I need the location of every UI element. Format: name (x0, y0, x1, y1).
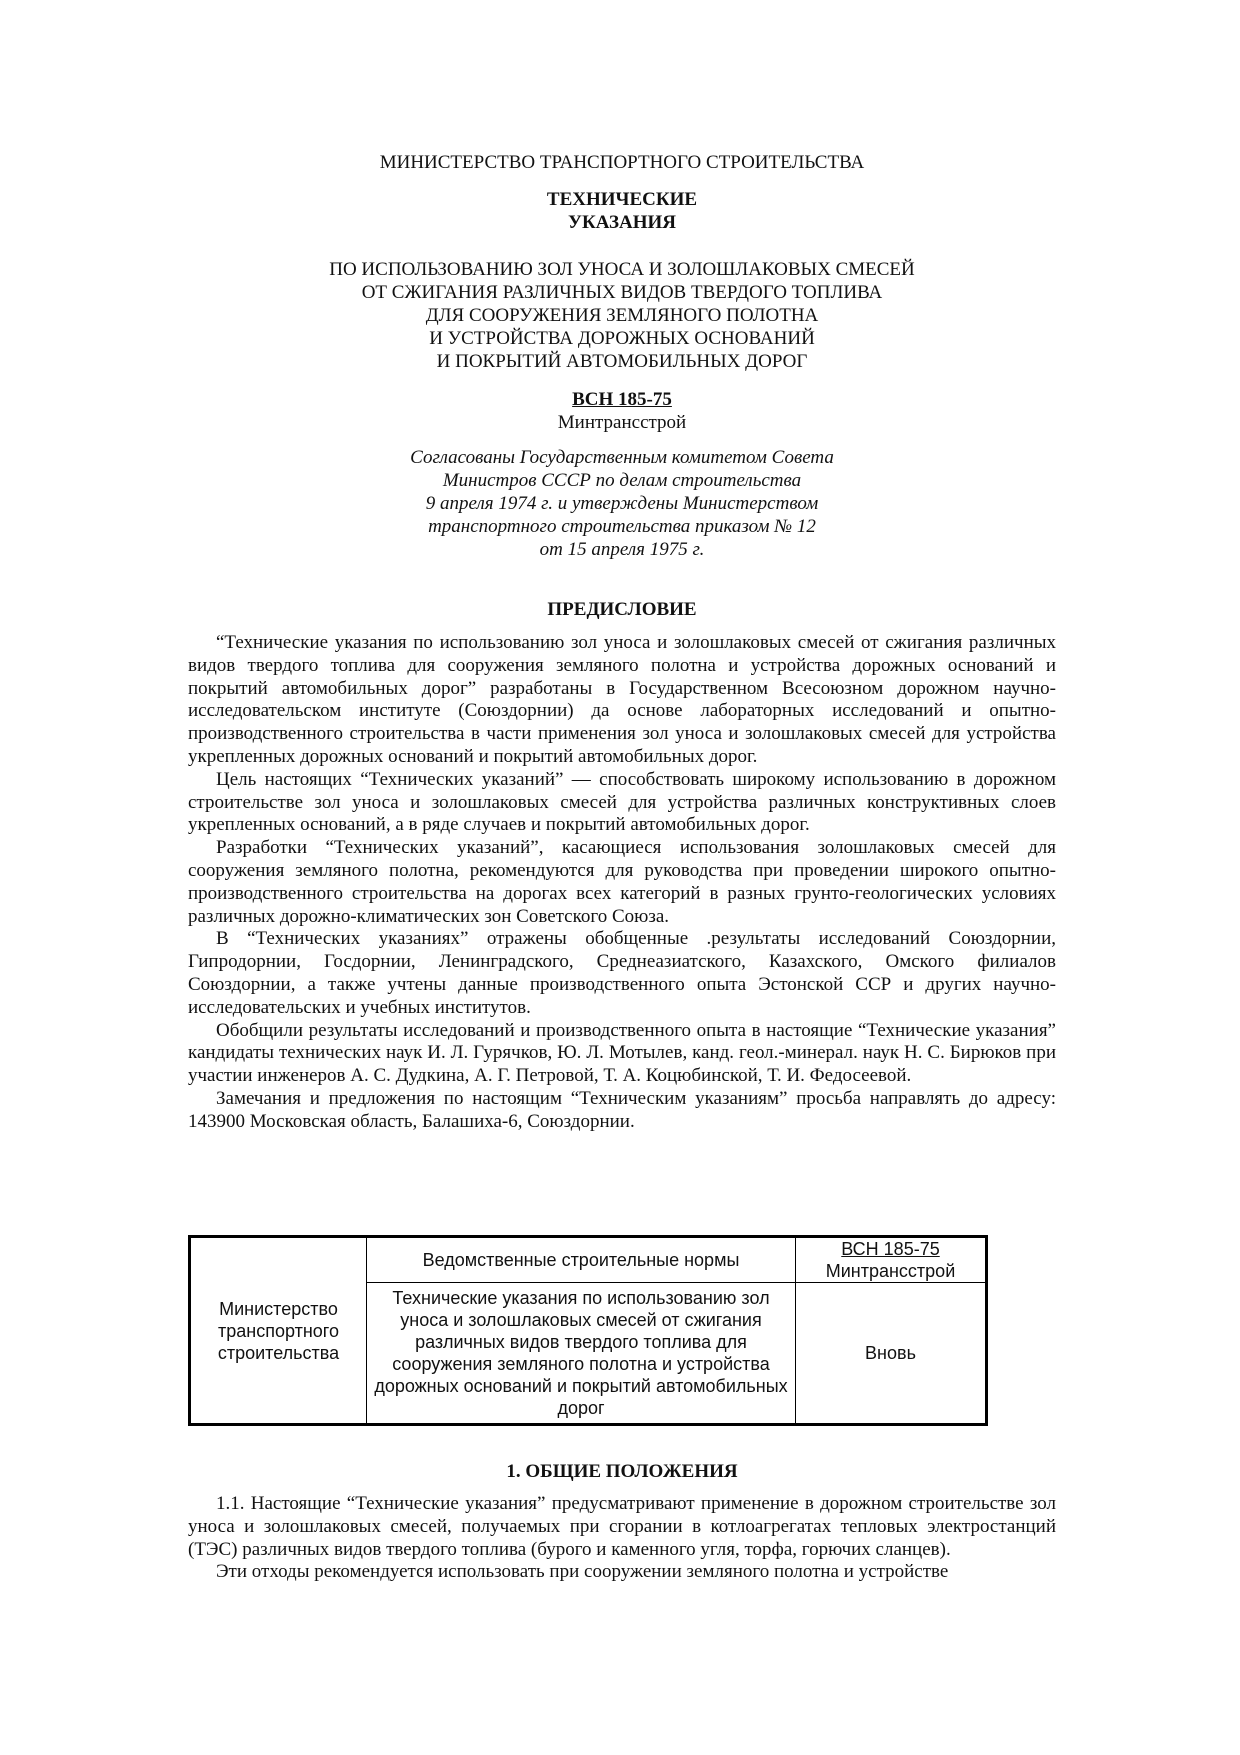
document-title (188, 188, 1056, 234)
paragraph: 1.1. Настоящие “Технические указания” предусматривают применение в дорожном строительстве зол уноса и золошлаковых смесей, получаемых при сгорании в котлоагрегатах тепловых электростанций (ТЭС) различных видов твердого топлива (бурого и каменного угля, торфа, горючих сланцев). (188, 1493, 1056, 1560)
status-cell: Вновь (796, 1283, 987, 1425)
title-line: УКАЗАНИЯ (568, 212, 676, 233)
subtitle-line: И УСТРОЙСТВА ДОРОЖНЫХ ОСНОВАНИЙ (429, 328, 815, 349)
title-line: ТЕХНИЧЕСКИЕ (546, 189, 698, 210)
title-stamp-table (188, 1235, 988, 1426)
subtitle-line: ОТ СЖИГАНИЯ РАЗЛИЧНЫХ ВИДОВ ТВЕРДОГО ТОПЛИВА (361, 282, 883, 303)
paragraph: Разработки “Технических указаний”, касающиеся использования золошлаковых смесей для сооружения земляного полотна, рекомендуются для руководства при проведении широкого опытно-производственного строительства на дорогах всех категорий в разных грунто-геологических условиях различных дорожно-климатических зон Советского Союза. (188, 837, 1056, 927)
approval-line: Согласованы Государственным комитетом Совета (410, 447, 834, 468)
approval-line: 9 апреля 1974 г. и утверждены Министерством (425, 493, 819, 514)
approval-line: от 15 апреля 1975 г. (539, 539, 705, 560)
ministry-header: МИНИСТЕРСТВО ТРАНСПОРТНОГО СТРОИТЕЛЬСТВА (379, 152, 865, 173)
organization-line: транспортного (218, 1320, 339, 1341)
stamp-code: ВСН 185-75 (841, 1239, 940, 1259)
paragraph: Цель настоящих “Технических указаний” — способствовать широкому использованию в дорожном строительстве зол уноса и золошлаковых смесей для устройства различных конструктивных слоев укрепленных оснований, а в ряде случаев и покрытий автомобильных дорог. (188, 768, 1056, 836)
norms-type-cell: Ведомственные строительные нормы (367, 1237, 796, 1283)
organization-line: Министерство (219, 1298, 338, 1319)
paragraph: Обобщили результаты исследований и производственного опыта в настоящие “Технические указания” кандидаты технических наук И. Л. Гурячков, Ю. Л. Мотылев, канд. геол.-минерал. наук Н. С. Бирюков при участии инженеров А. С. Дудкина, А. Г. Петровой, Т. А. Коцюбинской, Т. И. Федосеевой. (188, 1019, 1056, 1087)
paragraph: В “Технических указаниях” отражены обобщенные .результаты исследований Союздорнии, Гипродорнии, Госдорнии, Ленинградского, Среднеазиатского, Казахского, Омского филиалов Союздорнии, а также учтены данные производственного опыта Эстонской ССР и других научно-исследовательских и учебных институтов. (188, 928, 1056, 1018)
subtitle-line: И ПОКРЫТИЙ АВТОМОБИЛЬНЫХ ДОРОГ (436, 351, 808, 372)
code-cell (796, 1237, 987, 1283)
approval-line: транспортного строительства приказом № 12 (428, 516, 816, 537)
document-code: ВСН 185-75 (572, 389, 672, 410)
preface-body (188, 632, 1056, 1134)
preface-heading: ПРЕДИСЛОВИЕ (547, 599, 697, 620)
section-body (188, 1493, 1056, 1584)
publisher: Минтрансстрой (557, 412, 687, 433)
section-heading: 1. ОБЩИЕ ПОЛОЖЕНИЯ (506, 1461, 738, 1482)
subtitle-line: ПО ИСПОЛЬЗОВАНИЮ ЗОЛ УНОСА И ЗОЛОШЛАКОВЫХ СМЕСЕЙ (329, 259, 915, 280)
paragraph: Замечания и предложения по настоящим “Техническим указаниям” просьба направлять до адресу: 143900 Московская область, Балашиха-6, Союздорнии. (188, 1087, 1056, 1132)
organization-line: строительства (217, 1342, 340, 1363)
organization-cell (190, 1237, 367, 1425)
description-cell: Технические указания по использованию зол уноса и золошлаковых смесей от сжигания различных видов твердого топлива для сооружения земляного полотна и устройства дорожных оснований и покрытий автомобильных дорог (367, 1283, 796, 1425)
document-subtitle (188, 258, 1056, 373)
approval-line: Министров СССР по делам строительства (442, 470, 802, 491)
subtitle-line: ДЛЯ СООРУЖЕНИЯ ЗЕМЛЯНОГО ПОЛОТНА (425, 305, 819, 326)
stamp-publisher: Минтрансстрой (825, 1261, 956, 1281)
paragraph: “Технические указания по использованию зол уноса и золошлаковых смесей от сжигания различных видов твердого топлива для сооружения земляного полотна и устройства дорожных оснований и покрытий автомобильных дорог” разработаны в Государственном Всесоюзном дорожном научно-исследовательском институте (Союздорнии) да основе лабораторных исследований и опытно-производственного строительства в части применения зол уноса и золошлаковых смесей для устройства укрепленных дорожных оснований и покрытий автомобильных дорог. (188, 632, 1056, 767)
approval-note (188, 446, 1056, 561)
paragraph: Эти отходы рекомендуется использовать при сооружении земляного полотна и устройстве (216, 1561, 949, 1583)
